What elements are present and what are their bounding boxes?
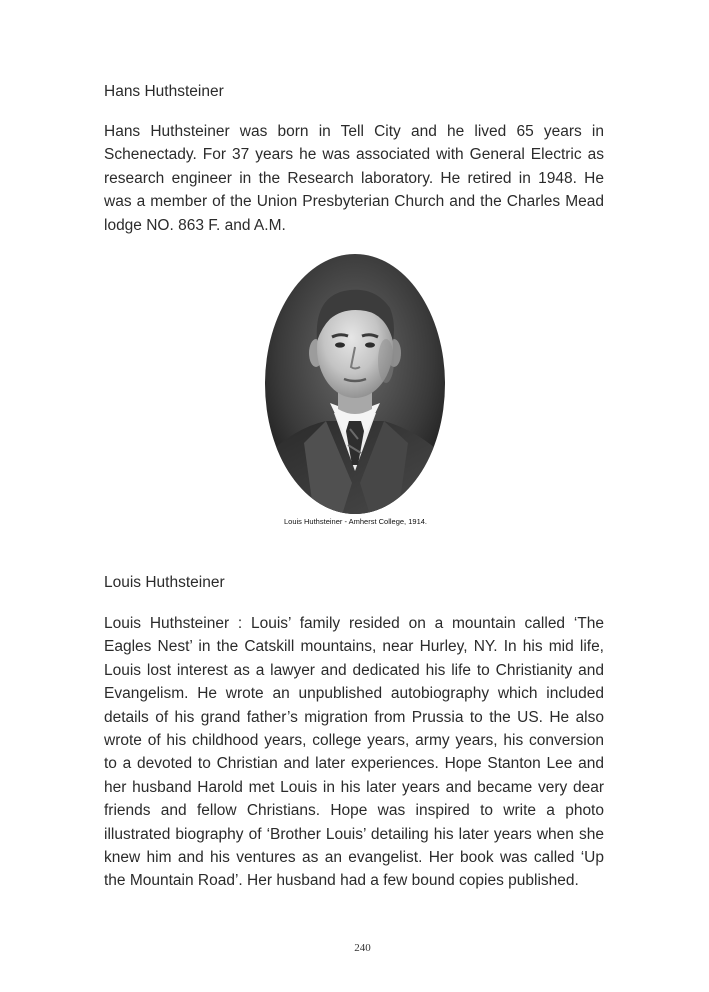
photo-caption (0, 517, 709, 527)
page-number: 240 (354, 942, 371, 954)
section-heading-hans: Hans Huthsteiner (104, 83, 224, 100)
portrait-photo (264, 253, 446, 515)
portrait-photo-image (264, 253, 446, 515)
hans-biography-paragraph: Hans Huthsteiner was born in Tell City and he lived 65 years in Schenectady. For 37 years he was associated with General Electric as research engineer in the Research laboratory. He retired in 1948. He was a member of the Union Presbyterian Church and the Charles Mead lodge NO. 863 F. and A.M. (104, 123, 604, 234)
photo-caption-text: Louis Huthsteiner - Amherst College, 1914. (284, 517, 427, 526)
section-heading-louis: Louis Huthsteiner (104, 574, 225, 591)
louis-biography-paragraph: Louis Huthsteiner : Louis’ family resided on a mountain called ‘The Eagles Nest’ in the Catskill mountains, near Hurley, NY. In his mid life, Louis lost interest as a lawyer and dedicated his life to Christianity and Evangelism. He wrote an unpublished autobiography which included details of his grand father’s migration from Prussia to the US. He also wrote of his childhood years, college years, army years, his conversion to a devoted to Christian and later experiences. Hope Stanton Lee and her husband Harold met Louis in his later years and became very dear friends and fellow Christians. Hope was inspired to write a photo illustrated biography of ‘Brother Louis’ detailing his later years when she knew him and his ventures as an evangelist. Her book was called ‘Up the Mountain Road’. Her husband had a few bound copies published. (104, 615, 604, 890)
